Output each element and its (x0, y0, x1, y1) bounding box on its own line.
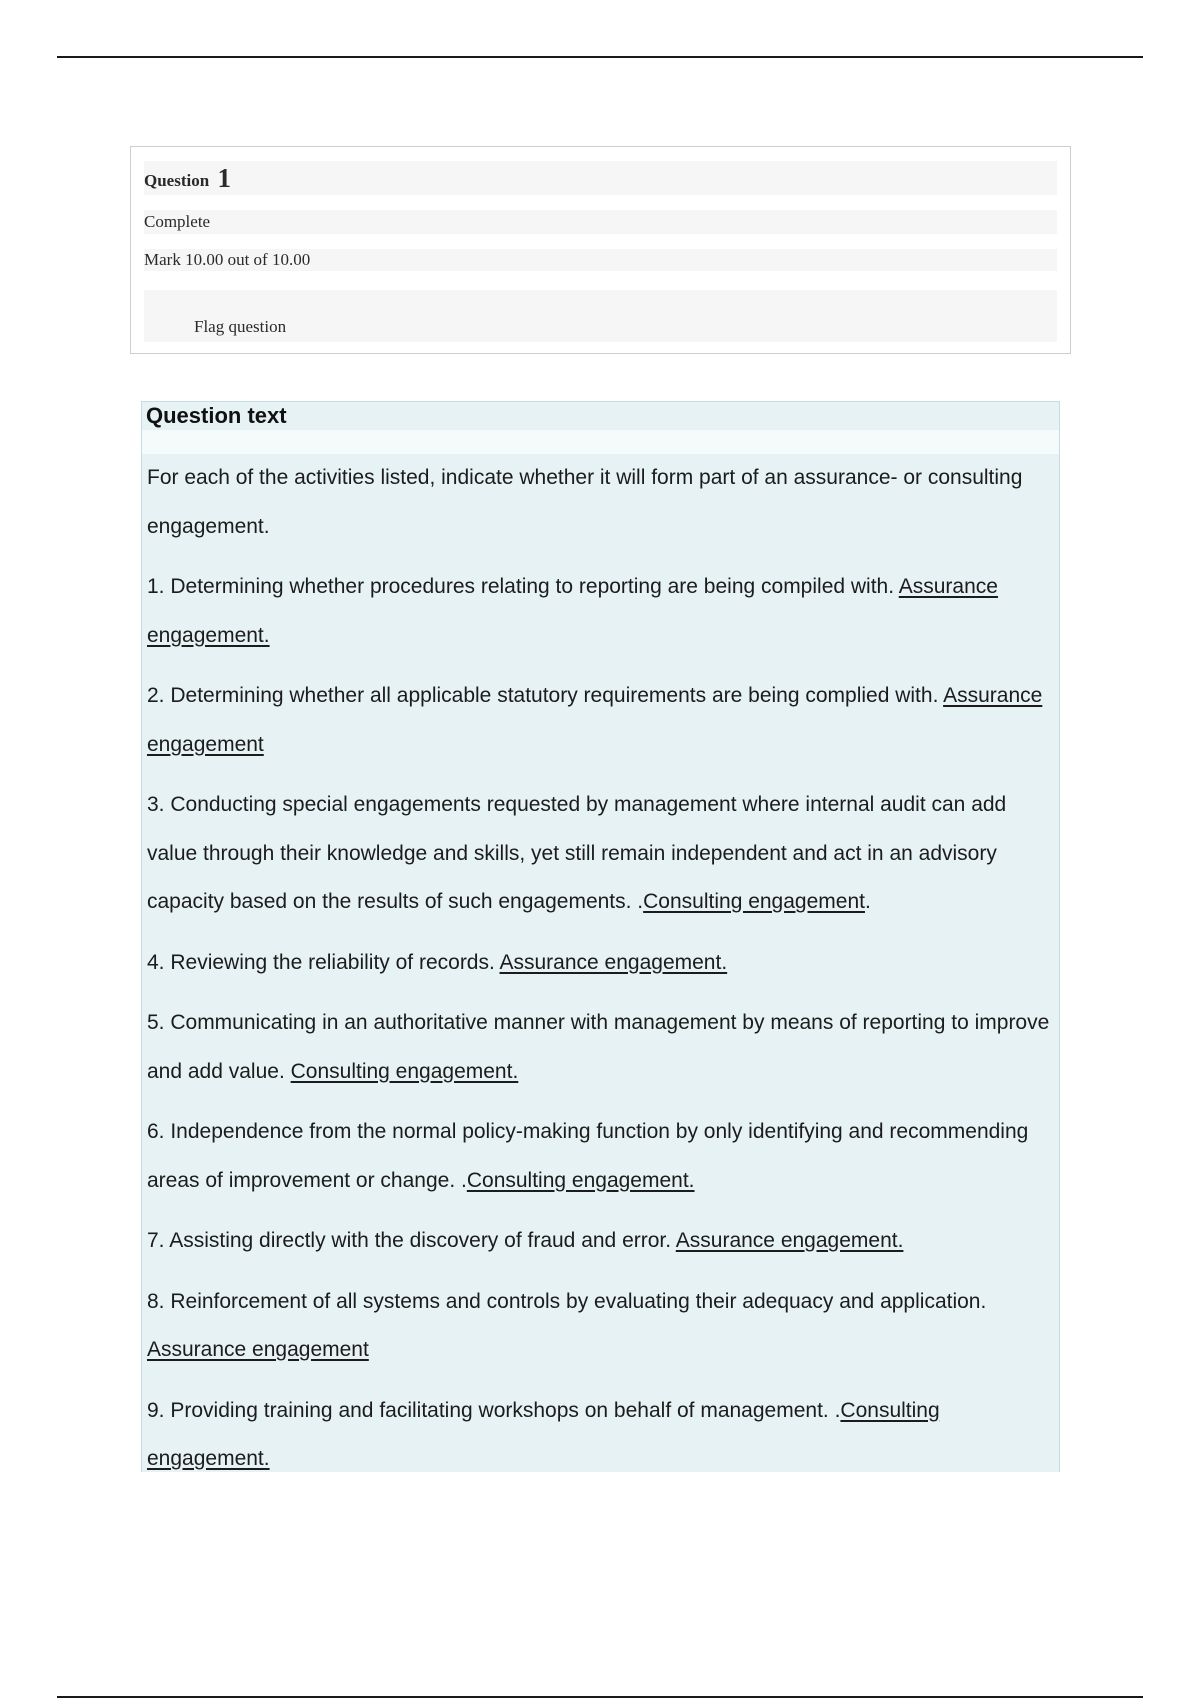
item-answer: Assurance engagement. (147, 575, 998, 647)
item-text: 6. Independence from the normal policy-making function by only identifying and recommending areas of improvement or change. . (147, 1120, 1029, 1192)
question-item (147, 1387, 1057, 1484)
item-answer: Assurance engagement. (499, 950, 728, 974)
question-item (147, 1217, 1057, 1266)
question-item (147, 939, 1057, 988)
item-answer: Consulting engagement. (147, 1398, 940, 1470)
question-item (147, 563, 1057, 660)
question-item (147, 672, 1057, 769)
item-text: 5. Communicating in an authoritative manner with management by means of reporting to improve and add value. (147, 1011, 1050, 1083)
item-answer: Assurance engagement (147, 684, 1043, 756)
item-answer: Consulting engagement. (466, 1168, 695, 1192)
heading-divider (142, 430, 1059, 454)
item-text: 1. Determining whether procedures relating to reporting are being compiled with. (147, 575, 899, 598)
item-answer: Consulting engagement (643, 890, 865, 913)
question-body (147, 454, 1057, 1496)
question-number (144, 161, 1057, 195)
item-text: 8. Reinforcement of all systems and controls by evaluating their adequacy and application. (147, 1289, 987, 1313)
item-after: . (864, 890, 871, 913)
question-text-panel (141, 401, 1060, 1472)
question-intro: For each of the activities listed, indicate whether it will form part of an assurance- or consulting engagement. (147, 466, 1023, 538)
question-text-heading: Question text (146, 403, 287, 428)
item-text: 4. Reviewing the reliability of records. (147, 950, 500, 974)
question-state: Complete (144, 210, 1057, 234)
question-item (147, 781, 1057, 927)
question-label: Question (144, 171, 210, 190)
bottom-page-rule (57, 1696, 1143, 1698)
item-text: 3. Conducting special engagements requested by management where internal audit can add value through their knowledge and skills, yet still remain independent and act in an advisory capacity based on the results of such engagements. . (147, 793, 1007, 913)
question-item (147, 1278, 1057, 1375)
question-item (147, 1108, 1057, 1205)
item-text: 9. Providing training and facilitating workshops on behalf of management. . (147, 1398, 841, 1422)
question-info-panel (130, 146, 1071, 354)
item-answer: Consulting engagement. (290, 1059, 519, 1083)
question-item (147, 999, 1057, 1096)
question-number-value: 1 (217, 163, 231, 193)
top-page-rule (57, 56, 1143, 58)
item-text: 2. Determining whether all applicable statutory requirements are being complied with. (147, 684, 944, 707)
flag-question-label: Flag question (194, 317, 287, 336)
item-text: 7. Assisting directly with the discovery of fraud and error. (147, 1229, 676, 1252)
item-answer: Assurance engagement. (675, 1229, 904, 1252)
item-answer: Assurance engagement (147, 1338, 369, 1361)
flag-question-button[interactable] (144, 290, 1057, 342)
question-grade: Mark 10.00 out of 10.00 (144, 249, 1057, 271)
